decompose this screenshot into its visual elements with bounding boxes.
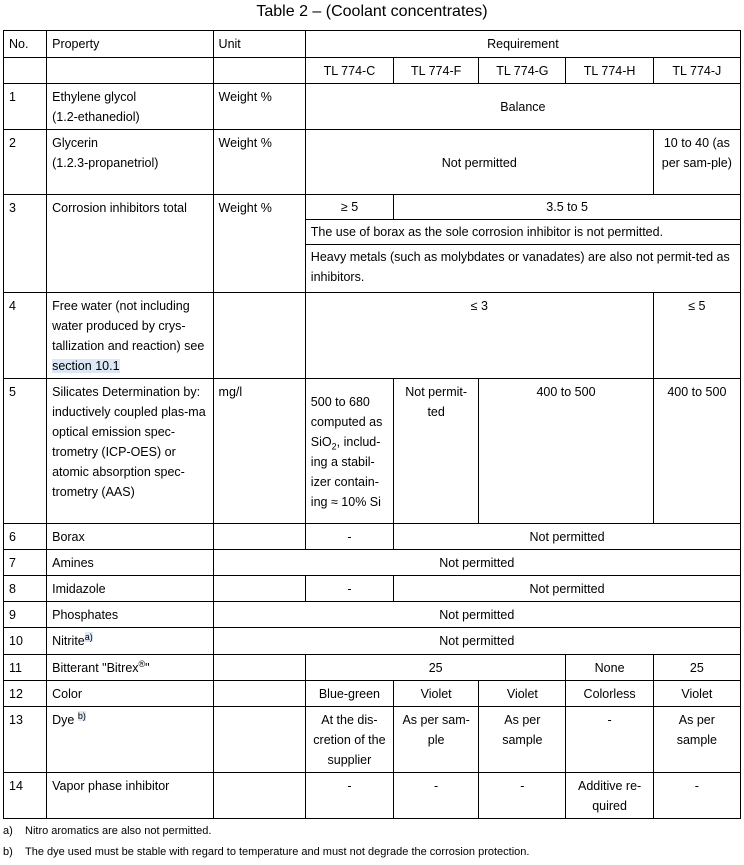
table-row: 4 Free water (not including water produced by crys-tallization and reaction) see section 10.1 ≤ 3 ≤ 5 <box>4 293 741 379</box>
grade-row <box>4 58 741 84</box>
table-title: Table 2 – (Coolant concentrates) <box>256 3 488 20</box>
header-no: No. <box>4 31 47 58</box>
header-row <box>4 31 741 58</box>
table-row: 14 Vapor phase inhibitor - - - Additive re-quired - <box>4 773 741 819</box>
table-row: 13 Dye $^{b)}$ At the dis-cretion of the supplier As per sam-ple As per sample - As per sample <box>4 707 741 773</box>
table-row: 3 Corrosion inhibitors total Weight % ≥ 5 3.5 to 5 The use of borax as the sole corrosion inhibitor is not permitted. Heavy metals (such as molybdates or vanadates) are also not permit-ted as inhibitors. <box>4 195 741 293</box>
grade-j: TL 774-J <box>653 58 740 84</box>
table-row: 11 Bitterant "Bitrex®" 25 None 25 <box>4 655 741 681</box>
header-requirement: Requirement <box>305 31 740 58</box>
header-unit: Unit <box>213 31 305 58</box>
table-row: 6 Borax - Not permitted <box>4 524 741 550</box>
table-row: 7 Amines Not permitted <box>4 550 741 576</box>
grade-c: TL 774-C <box>305 58 393 84</box>
table-row: 8 Imidazole - Not permitted <box>4 576 741 602</box>
section-link[interactable]: section 10.1 <box>52 359 120 373</box>
table-row: 5 Silicates Determination by: inductively coupled plas-ma optical emission spec-trometry (ICP-OES) or atomic absorption spec-trometry (AAS) mg/l 500 to 680 computed as SiO$_2$, includ-ing a stabil-izer contain-ing ≈ 10% Si Not permit-ted 400 to 500 400 to 500 <box>4 379 741 524</box>
footnote-b-link[interactable]: b) <box>77 710 86 721</box>
table-row: 9 Phosphates Not permitted <box>4 602 741 628</box>
footnote-a: a) Nitro aromatics are also not permitted. <box>3 825 212 837</box>
header-property: Property <box>47 31 213 58</box>
grade-g: TL 774-G <box>479 58 566 84</box>
grade-f: TL 774-F <box>394 58 479 84</box>
table-row: 2 Glycerin (1.2.3-propanetriol) Weight % Not permitted 10 to 40 (as per sam-ple) <box>4 130 741 195</box>
table-row: 10 Nitrite$^{a)}$ Not permitted <box>4 628 741 655</box>
table-row: 12 Color Blue-green Violet Violet Colorless Violet <box>4 681 741 707</box>
coolant-spec-table <box>3 30 741 819</box>
footnote-b: b) The dye used must be stable with regard to temperature and must not degrade the corrosion protection. <box>3 846 530 858</box>
footnote-a-link[interactable]: a) <box>84 631 93 642</box>
grade-h: TL 774-H <box>566 58 653 84</box>
table-row: 1 Ethylene glycol (1.2-ethanediol) Weight % Balance <box>4 84 741 130</box>
